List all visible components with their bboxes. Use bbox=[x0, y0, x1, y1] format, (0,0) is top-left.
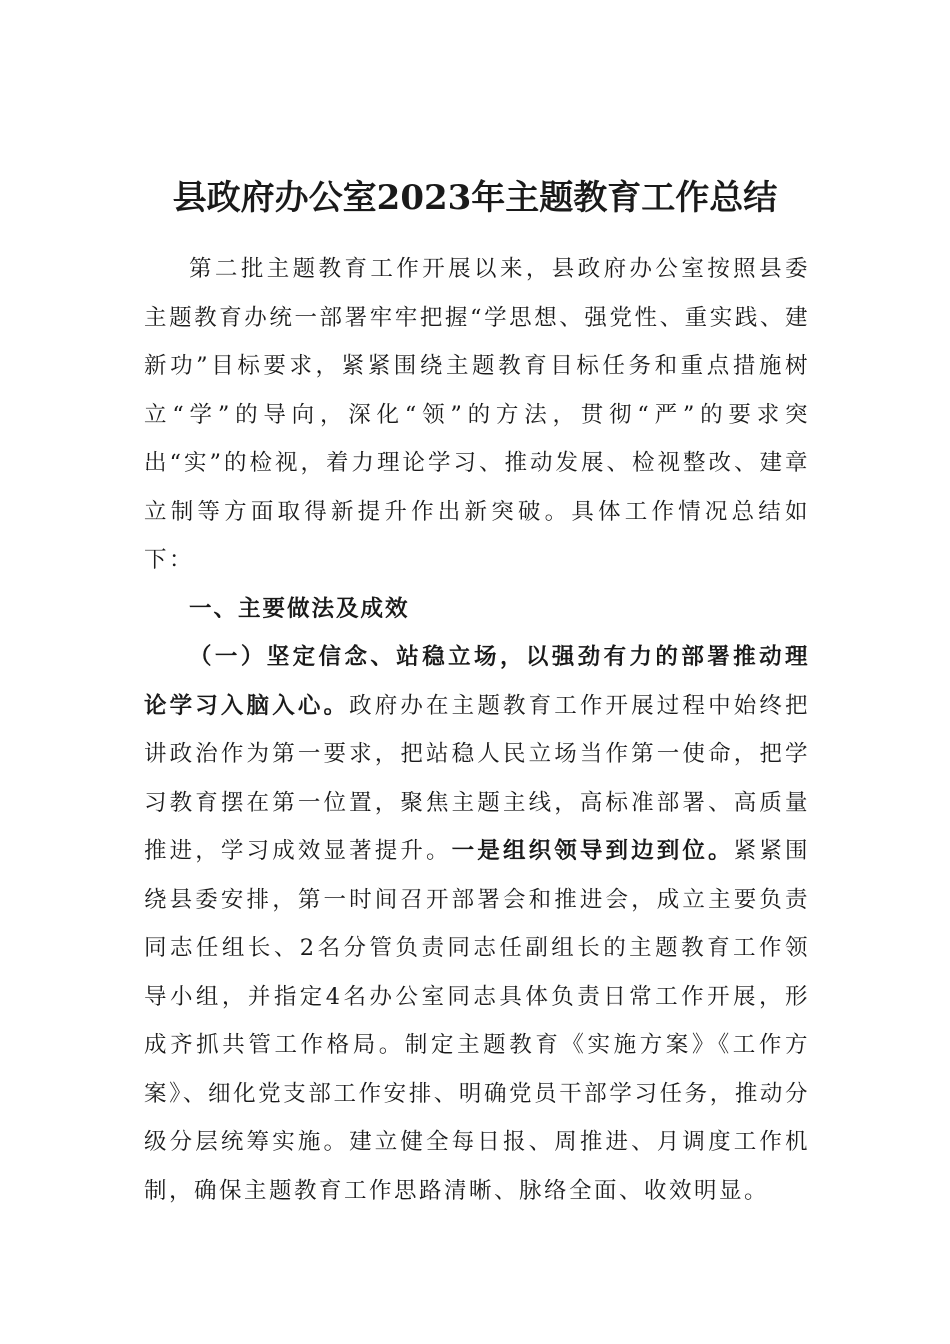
point-text: 紧紧围绕县委安排，第一时间召开部署会和推进会，成立主要负责同志任组长、2名分管负责同志任副组长的主题教育工作领导小组，并指定4名办公室同志具体负责日常工作开展，形成齐抓共管工作格局。制定主题教育《实施方案》《工作方案》、细化党支部工作安排、明确党员干部学习任务，推动分级分层统筹实施。建立健全每日报、周推进、月调度工作机制，确保主题教育工作思路清晰、脉络全面、收效明显。 bbox=[144, 838, 810, 1204]
subsection-lead: （一）坚定信念、站稳立场，以强劲有力的部署推动理论学习入脑入心。 bbox=[144, 644, 810, 719]
subsection-paragraph bbox=[144, 633, 810, 1215]
document-body bbox=[144, 245, 810, 1215]
point-label: 一是组织领导到边到位。 bbox=[451, 838, 734, 864]
document-title: 县政府办公室2023年主题教育工作总结 bbox=[172, 178, 778, 218]
section-heading: 一、主要做法及成效 bbox=[189, 595, 410, 622]
intro-paragraph: 第二批主题教育工作开展以来，县政府办公室按照县委主题教育办统一部署牢牢把握“学思想、强党性、重实践、建新功”目标要求，紧紧围绕主题教育目标任务和重点措施树立“学”的导向，深化“领”的方法，贯彻“严”的要求突出“实”的检视，着力理论学习、推动发展、检视整改、建章立制等方面取得新提升作出新突破。具体工作情况总结如下： bbox=[144, 256, 810, 573]
subsection-text: 政府办在主题教育工作开展过程中始终把讲政治作为第一要求，把站稳人民立场当作第一使命，把学习教育摆在第一位置，聚焦主题主线，高标准部署、高质量推进，学习成效显著提升。 bbox=[144, 692, 810, 864]
